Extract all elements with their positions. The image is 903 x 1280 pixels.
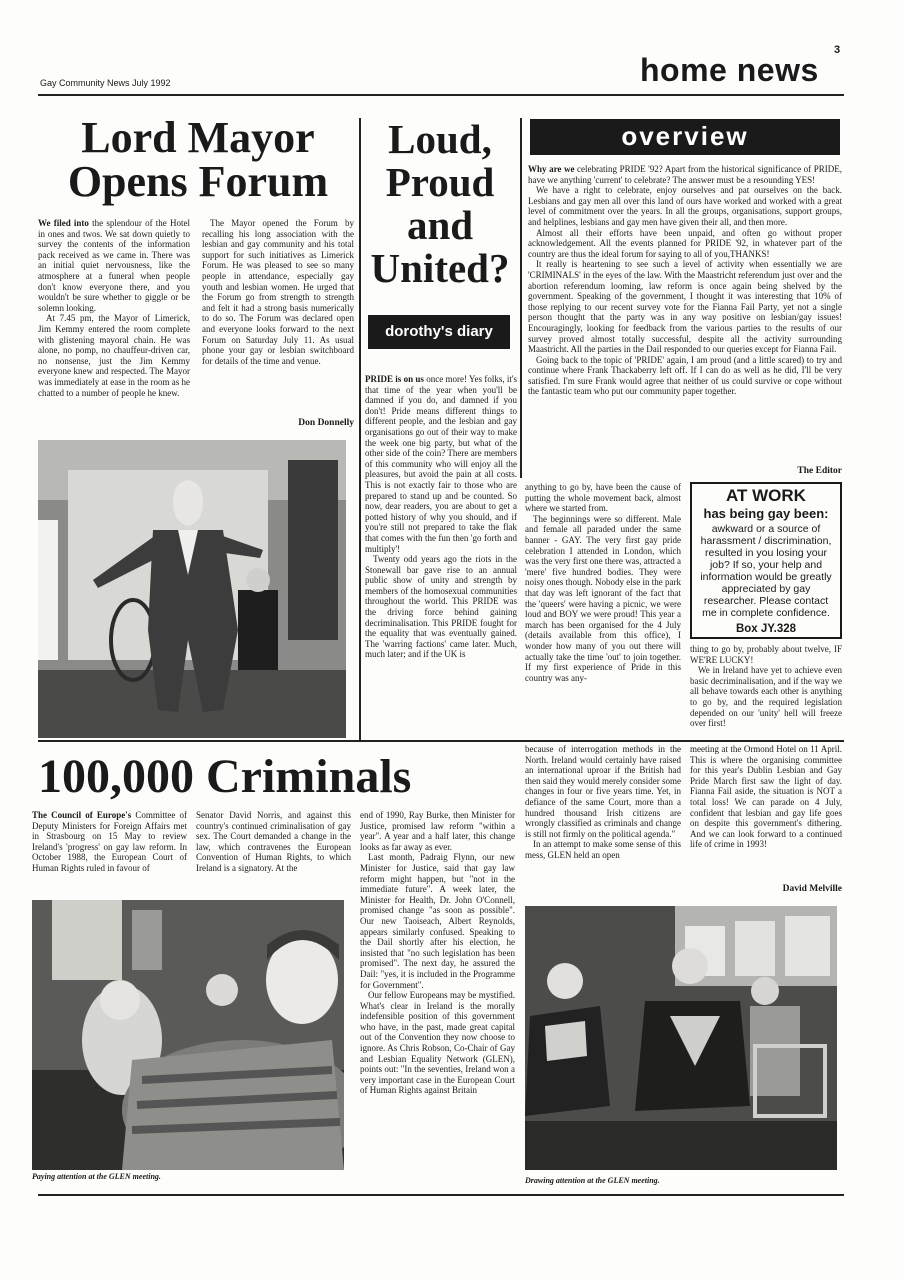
lord-mayor-text2: At 7.45 pm, the Mayor of Limerick, Jim Kemmy entered the room complete with glistening mayoral chain. He was alone, no pomp, no chauffeur-driven car, no nonsense, just the Jim Kemmy everyone knew and respected. The Mayor was immediately at ease in the room as he chatted to a number of people he knew. xyxy=(38,313,190,398)
diary-col2 xyxy=(525,482,681,683)
bottom-rule xyxy=(38,1194,844,1196)
diary-text4: The beginnings were so different. Male and female all paraded under the same banner - GAY. The very first gay pride celebration I attended in London, which was the very first one there was, attracted a 'mere' five hundred bodies. They were noisy ones though. Nobody else in the park that day was left ignorant of the fact that the 'queers' were having a picnic, we were loud and BOY we were proud! This year a march has been organised for the 4 July (details available from this office), I wonder how many of you out there will actually take the time 'out' to join together. If my first experience of Pride in this country was any- xyxy=(525,513,681,683)
criminals-col1 xyxy=(32,810,187,874)
overview-lead: Why are we xyxy=(528,164,575,174)
ad-body: awkward or a source of harassment / discrimination, resulted in you losing your job? If so, your help and information would be greatly appreciated by gay researcher. Please contact me in complete confidence. xyxy=(700,523,832,619)
lord-mayor-col2 xyxy=(202,218,354,366)
caption-right: Drawing attention at the GLEN meeting. xyxy=(525,1176,660,1185)
overview-p5: Going back to the topic of 'PRIDE' again, I am proud (and a little scared) to try and continue where Frank Thackaberry left off. If I can do as well as he did, I'll be very satisfied. I'm sure Frank would agree that neither of us could survive or cope without the fantastic team who put our community paper together. xyxy=(528,354,842,397)
criminals-text3c: Our fellow Europeans may be mystified. What's clear in Ireland is the morally indefensible position of this government who have, in the past, made great capital out of the Convention they now choose to ignore. As Chris Robson, Co-Chair of Gay and Lesbian Equality Network (GLEN), points out: "In the seventies, Ireland won a very important case in the European Court of Human Rights against Britain xyxy=(360,990,515,1096)
overview-p2: We have a right to celebrate, enjoy ourselves and pat ourselves on the back. Lesbians and gay men all over this land of ours have worked and worked with a great level of commitment over the years. In all the groups, organisations, support groups, and helplines, lesbians and gay men have given their all, and then more. xyxy=(528,185,842,227)
diary-text6: We in Ireland have yet to achieve even basic decriminalisation, and if the way we all behave towards each other is anything to go by, and the required legislation depended on our 'unity' hell will freeze over first! xyxy=(690,665,842,729)
caption-left: Paying attention at the GLEN meeting. xyxy=(32,1172,161,1181)
diary-text2: Twenty odd years ago the riots in the Stonewall bar gave rise to an annual public show of unity and strength by members of the homosexual communities throughout the world. This PRIDE was the driving force behind gaining decriminalisation. This PRIDE fought for the equality that was eventually gained. The 'warring factions' came later. Much, much later; and if the UK is xyxy=(365,554,517,660)
section-title: home news xyxy=(640,52,819,88)
diary-text1: once more! Yes folks, it's that time of the year when you'll be damned if you do, and damned if you don't! Pride means different things to different people, and the lesbian and gay organisations go out of their way to make the week one big party, but what of the other side of the coin? There are members of this community who will enjoy all the pleasures, but avoid the pain at all costs. This is not exactly fair to those who are prepared to stand up and be counted. So now, dear readers, you are about to get a potted history of why you should, and if you're still not prepared to take the flak that comes with the fun then 'go forth and multiply'! xyxy=(365,374,517,554)
lord-mayor-photo xyxy=(38,440,346,738)
criminals-text1: Committee of Deputy Ministers for Foreign Affairs met in Strasbourg on 15 May to review Ireland's 'progress' on gay law reform. In October 1988, the European Court of Human Rights ruled in favour of xyxy=(32,810,187,873)
lord-mayor-col1 xyxy=(38,218,190,398)
overview-p1: celebrating PRIDE '92? Apart from the historical significance of PRIDE, have we anything 'current' to celebrate? The answer must be a resounding YES! xyxy=(528,164,843,185)
publication-date: Gay Community News July 1992 xyxy=(40,78,171,88)
overview-p3: Almost all their efforts have been unpaid, and often go without proper acknowledgement. All the events planned for PRIDE '92, in whatever part of the country are thus the ideal forum for saying to all of you,THANKS! xyxy=(528,227,842,259)
column-divider-2 xyxy=(520,118,522,478)
overview-text xyxy=(528,164,842,397)
lord-mayor-headline: Lord Mayor Opens Forum xyxy=(67,113,329,206)
criminals-col3 xyxy=(360,810,515,1096)
criminals-lead: The Council of Europe's xyxy=(32,810,132,820)
overview-banner: overview xyxy=(530,119,840,155)
diary-col3 xyxy=(690,644,842,729)
criminals-text5: meeting at the Ormond Hotel on 11 April. This is where the organising committee for this year's Dublin Lesbian and Gay Pride March first saw the light of day. Fianna Fail aside, the situation is NOT a total loss! We can parade on 4 July, confident that lesbian and gay life goes on despite this government's dithering. And we can look forward to a continued life of crime in 1993! xyxy=(690,744,842,850)
diary-text3: anything to go by, have been the cause of putting the whole movement back, almost where we started from. xyxy=(525,482,681,514)
criminals-text4b: In an attempt to make some sense of this mess, GLEN held an open xyxy=(525,839,681,860)
diary-col1 xyxy=(365,374,517,660)
mid-rule xyxy=(38,740,844,742)
ad-subtitle: has being gay been: xyxy=(703,506,829,521)
criminals-col5 xyxy=(690,744,842,850)
diary-lead: PRIDE is on us xyxy=(365,374,424,384)
ad-title: AT WORK xyxy=(726,486,806,505)
dorothys-diary-label: dorothy's diary xyxy=(368,315,510,349)
criminals-col2 xyxy=(196,810,351,874)
lord-mayor-lead: We filed into xyxy=(38,218,89,228)
overview-p4: It really is heartening to see such a level of activity when essentially we are 'CRIMINALS' in the eyes of the law. With the Maastricht referendum just over and the abortion referendum looming, law reform is once again being shelved by the government. Speaking of the government, I thought it was interesting that 10% of those replying to our recent survey vote for the Fianna Fail Party, yet not a single person thought that the party was in any way positive on lesbian/gay issues! Encouragingly, looking for feedback from the various parties to the results of our survey proved almost totally successful, despite all the activity surrounding Maastricht. All the parties in the Dail responded to our queries except for Fianna Fail. xyxy=(528,259,842,355)
criminals-text2: Senator David Norris, and against this country's continued criminalisation of gay sex. The Court demanded a change in the law, which contravenes the European Convention of Human Rights, to which Ireland is a signatory. At the xyxy=(196,810,351,873)
ad-box-number: Box JY.328 xyxy=(735,623,797,635)
criminals-byline: David Melville xyxy=(782,884,842,894)
lord-mayor-byline: Don Donnelly xyxy=(298,418,354,428)
criminals-text3b: Last month, Padraig Flynn, our new Minister for Justice, said that gay law reform might happen, but "not in the immediate future". A week later, the Minister for Health, Dr. John O'Connell, promised change "as soon as possible". Our new Taoiseach, Albert Reynolds, appears similarly confused. Speaking to the Dail shortly after his election, he insisted that "no such legislation has been promised". The next day, he assured the Dail: "yes, it is included in the Programme for Government". xyxy=(360,852,515,990)
top-rule xyxy=(38,94,844,96)
overview-byline: The Editor xyxy=(797,466,842,476)
diary-text5: thing to go by, probably about twelve, IF WE'RE LUCKY! xyxy=(690,644,842,665)
glen-meeting-photo-left xyxy=(32,900,344,1170)
lord-mayor-text3: The Mayor opened the Forum by recalling his long association with the lesbian and gay community and his total support for such initiatives as Limerick Forum. He was pleased to see so many people in attendance, especially gay youth and lesbian women. He urged that the Forum go from strength to strength and felt it had a strong basis numerically to do so. The Forum was declared open and everyone looks forward to the next Forum on Saturday July 11. As usual phone your gay or lesbian switchboard for details of the time and venue. xyxy=(202,218,354,366)
criminals-headline: 100,000 Criminals xyxy=(38,750,412,803)
criminals-col4 xyxy=(525,744,681,861)
diary-headline: Loud, Proud and United? xyxy=(370,116,510,291)
column-divider-1 xyxy=(359,118,361,740)
criminals-text3a: end of 1990, Ray Burke, then Minister for Justice, promised law reform "within a year". A year and a half later, this change looks as far away as ever. xyxy=(360,810,515,852)
glen-meeting-photo-right xyxy=(525,906,837,1170)
at-work-ad xyxy=(690,482,842,639)
lord-mayor-text1: the splendour of the Hotel in ones and twos. We sat down quietly to survey the contents of the information pack received as we came in. There was an initial quiet nervousness, like the atmosphere at a funeral when people don't know everyone there, and you wouldn't be sure whether to giggle or be solemn looking. xyxy=(38,218,190,313)
page-number: 3 xyxy=(834,44,841,56)
criminals-text4a: because of interrogation methods in the North. Ireland would certainly have raised an international uproar if the British had then said they would merely consider some changes in four or five years time. Yet, in defiance of the same Court, more than a hundred thousand Irish citizens are wrongly classified as criminals and change is still not firmly on the political agenda." xyxy=(525,744,681,839)
